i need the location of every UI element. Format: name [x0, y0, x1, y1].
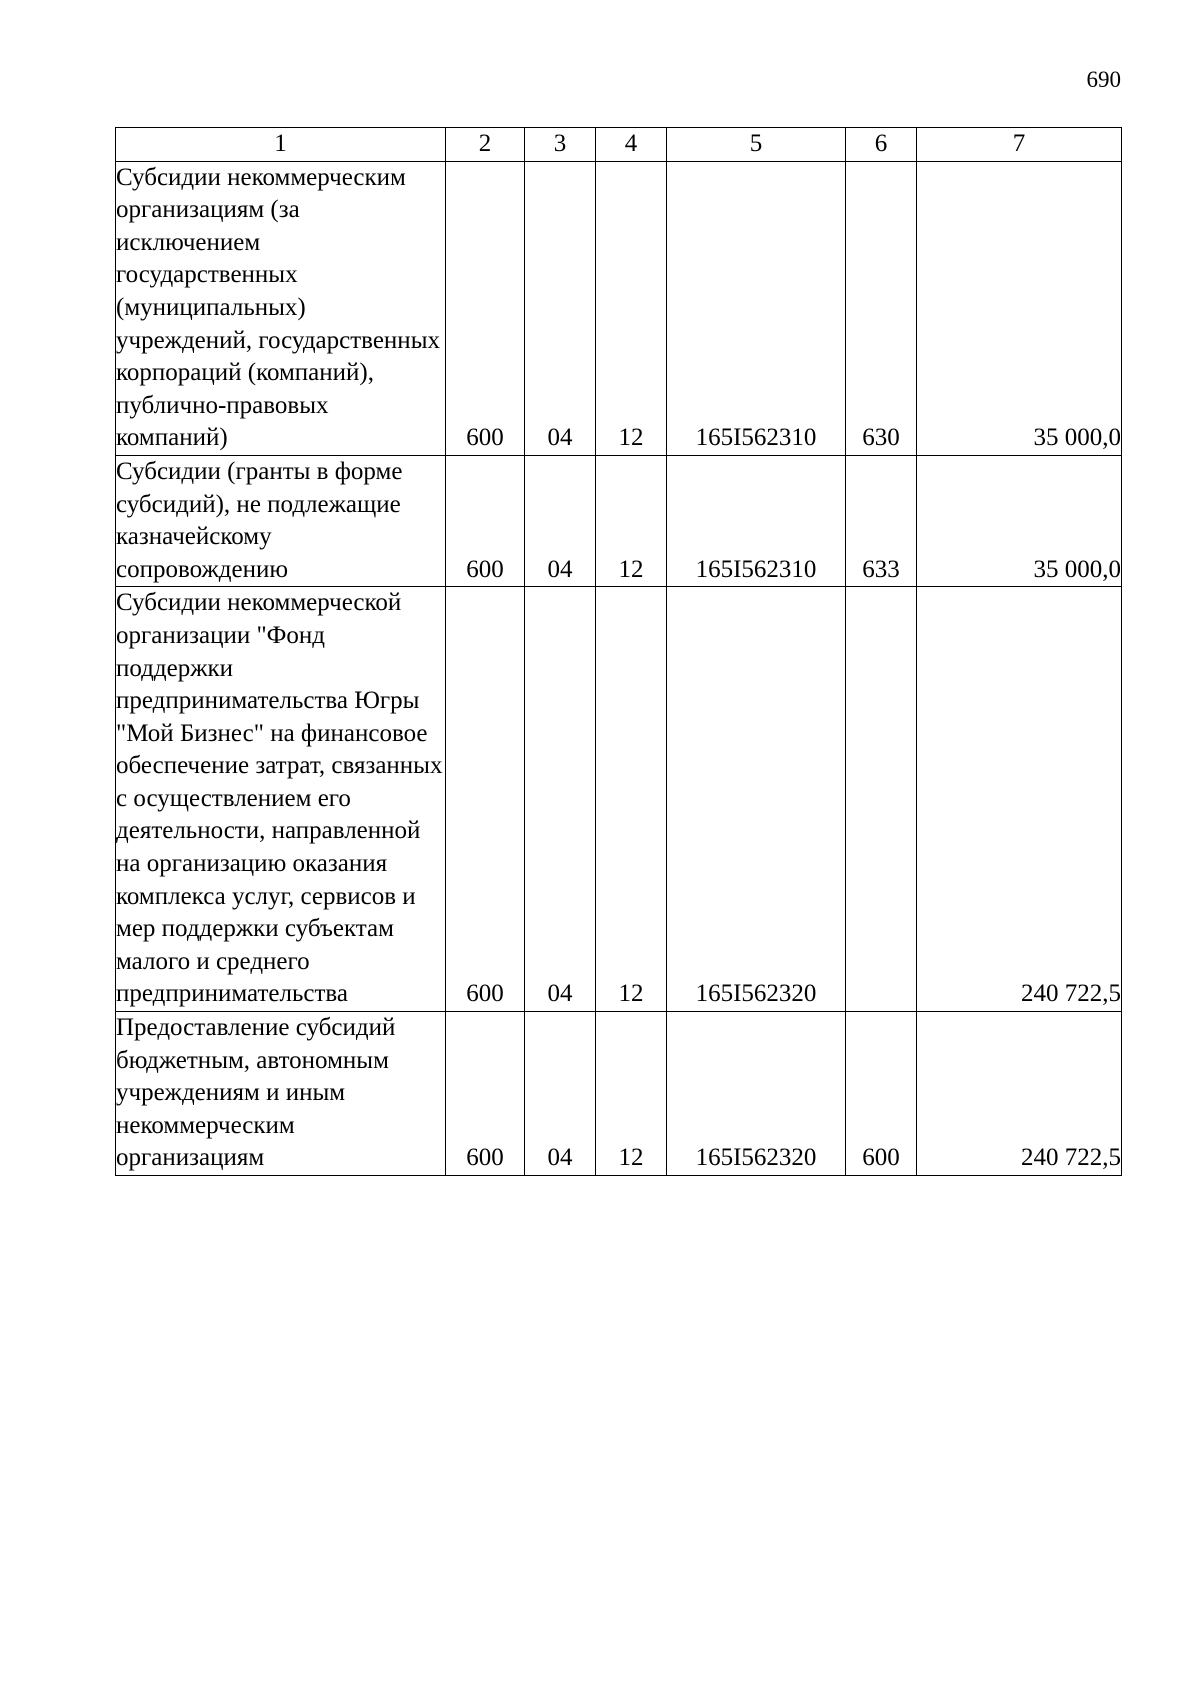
- header-col-6: 6: [846, 128, 917, 162]
- row-name: Предоставление субсидий бюджетным, автономным учреждениям и иным некоммерческим организациям: [116, 1012, 446, 1176]
- table-row: [116, 1012, 1122, 1176]
- cell-col-4: 12: [596, 455, 667, 586]
- cell-col-5: 165I562310: [667, 161, 846, 455]
- row-name: Субсидии (гранты в форме субсидий), не подлежащие казначейскому сопровождению: [116, 455, 446, 586]
- budget-table: [115, 127, 1122, 1176]
- cell-col-4: 12: [596, 161, 667, 455]
- cell-col-5: 165I562310: [667, 455, 846, 586]
- cell-col-4: 12: [596, 587, 667, 1012]
- header-col-7: 7: [917, 128, 1122, 162]
- cell-amount: 35 000,0: [917, 455, 1122, 586]
- cell-col-3: 04: [525, 161, 596, 455]
- cell-col-5: 165I562320: [667, 587, 846, 1012]
- cell-col-6: [846, 587, 917, 1012]
- cell-col-3: 04: [525, 587, 596, 1012]
- table-row: [116, 161, 1122, 455]
- header-col-4: 4: [596, 128, 667, 162]
- table-row: [116, 455, 1122, 586]
- cell-col-2: 600: [446, 455, 525, 586]
- cell-col-2: 600: [446, 587, 525, 1012]
- cell-col-6: 633: [846, 455, 917, 586]
- page-number: 690: [1086, 67, 1121, 92]
- cell-col-2: 600: [446, 1012, 525, 1176]
- row-name: Субсидии некоммерческой организации "Фонд поддержки предпринимательства Югры "Мой Бизнес" на финансовое обеспечение затрат, связанных с осуществлением его деятельности, направленной на организацию оказания комплекса услуг, сервисов и мер поддержки субъектам малого и среднего предпринимательства: [116, 587, 446, 1012]
- cell-col-4: 12: [596, 1012, 667, 1176]
- cell-col-3: 04: [525, 1012, 596, 1176]
- row-name: Субсидии некоммерческим организациям (за исключением государственных (муниципальных) учреждений, государственных корпораций (компаний), публично-правовых компаний): [116, 161, 446, 455]
- cell-amount: 240 722,5: [917, 587, 1122, 1012]
- header-col-2: 2: [446, 128, 525, 162]
- cell-amount: 35 000,0: [917, 161, 1122, 455]
- cell-col-2: 600: [446, 161, 525, 455]
- cell-col-3: 04: [525, 455, 596, 586]
- header-col-1: 1: [116, 128, 446, 162]
- header-col-3: 3: [525, 128, 596, 162]
- cell-amount: 240 722,5: [917, 1012, 1122, 1176]
- cell-col-5: 165I562320: [667, 1012, 846, 1176]
- table-header-row: [116, 128, 1122, 162]
- cell-col-6: 600: [846, 1012, 917, 1176]
- cell-col-6: 630: [846, 161, 917, 455]
- table-row: [116, 587, 1122, 1012]
- header-col-5: 5: [667, 128, 846, 162]
